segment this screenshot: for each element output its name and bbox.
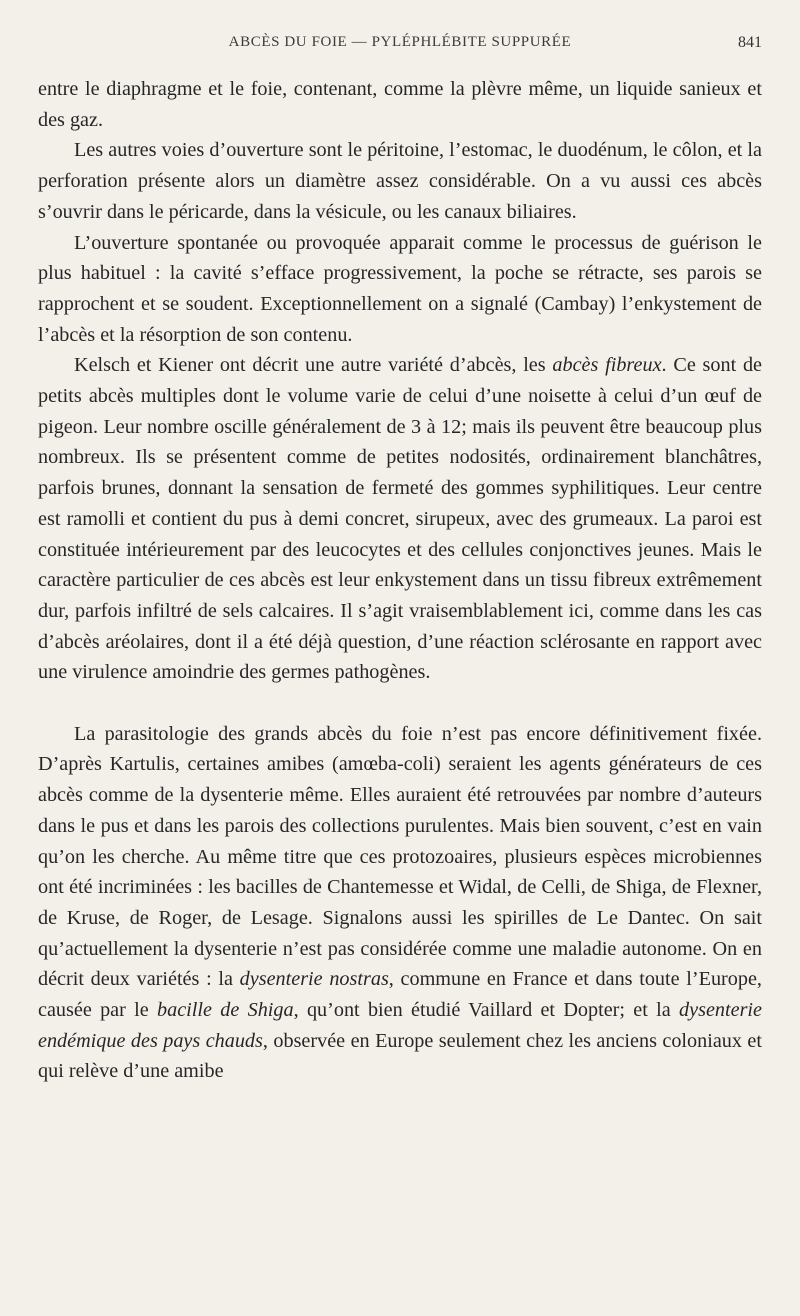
text-run: , qu’ont bien étudié Vaillard et Dopter; et la bbox=[293, 999, 680, 1022]
running-title: ABCÈS DU FOIE — PYLÉPHLÉBITE SUPPURÉE bbox=[228, 34, 572, 50]
italic-term: bacille de Shiga bbox=[157, 999, 294, 1022]
text-run: . Ce sont de petits abcès multiples dont le volume varie de celui d’une noisette à celui d’un œuf de pigeon. Leur nombre oscille généralement de 3 à 12; mais ils peuvent être beaucoup plus nombreux. Ils se présentent comme de petites nodosités, ordinairement blanchâtres, parfois brunes, donnant la sensation de fermeté des gommes syphilitiques. Leur centre est ramolli et contient du pus à demi concret, sirupeux, avec des grumeaux. La paroi est constituée intérieurement par des leucocytes et des cellules conjonctives jeunes. Mais le caractère particulier de ces abcès est leur enkystement dans un tissu fibreux extrêmement dur, parfois infiltré de sels calcaires. Il s’agit vraisemblablement ici, comme dans les cas d’abcès aréolaires, dont il a été déjà question, d’une réaction sclérosante en rapport avec une virulence amoindrie des germes pathogènes. bbox=[38, 354, 762, 684]
text-run: , commune en France et dans toute l’Europe, causée par le bbox=[38, 968, 762, 1022]
italic-term: dysenterie endémique des pays chauds bbox=[38, 999, 762, 1052]
running-head bbox=[0, 34, 800, 60]
text-run: La parasitologie des grands abcès du foie n’est pas encore définitivement fixée. D’après Kartulis, certaines amibes (amœba-coli) seraient les agents générateurs de ces abcès comme de la dysenterie même. Elles auraient été retrouvées par nombre d’auteurs dans le pus et dans les parois des collections purulentes. Mais bien souvent, c’est en vain qu’on les cherche. Au même titre que ces protozoaires, plusieurs espèces microbiennes ont été incriminées : les bacilles de Chantemesse et Widal, de Celli, de Shiga, de Flexner, de Kruse, de Roger, de Lesage. Signalons aussi les spirilles de Le Dantec. On sait qu’actuellement la dysenterie n’est pas considérée comme une maladie autonome. On en décrit deux variétés : la bbox=[38, 722, 762, 991]
italic-term: abcès fibreux bbox=[552, 354, 662, 377]
body-text bbox=[38, 74, 762, 1087]
paragraph-openings: Les autres voies d’ouverture sont le péritoine, l’estomac, le duodénum, le côlon, et la perforation présente alors un diamètre assez considérable. On a vu aussi ces abcès s’ouvrir dans le péricarde, dans la vésicule, ou les canaux biliaires. bbox=[38, 139, 762, 223]
paragraph-parasitology bbox=[38, 719, 762, 1087]
paragraph-healing: L’ouverture spontanée ou provoquée apparait comme le processus de guérison le plus habituel : la cavité s’efface progressivement, la poche se rétracte, ses parois se rapprochent et se soudent. Exceptionnellement on a signalé (Cambay) l’enkystement de l’abcès et la résorption de son contenu. bbox=[38, 231, 762, 346]
italic-term: dysenterie nostras bbox=[239, 968, 389, 991]
section-break bbox=[38, 688, 762, 719]
text-run: Kelsch et Kiener ont décrit une autre variété d’abcès, les bbox=[74, 354, 553, 377]
page-number: 841 bbox=[738, 34, 762, 51]
text-run: , observée en Europe seulement chez les anciens coloniaux et qui relève d’une amibe bbox=[38, 1029, 762, 1083]
paragraph-continued: entre le diaphragme et le foie, contenant, comme la plèvre même, un liquide sanieux et des gaz. bbox=[38, 78, 762, 131]
paragraph-fibrous-abscesses bbox=[38, 350, 762, 688]
